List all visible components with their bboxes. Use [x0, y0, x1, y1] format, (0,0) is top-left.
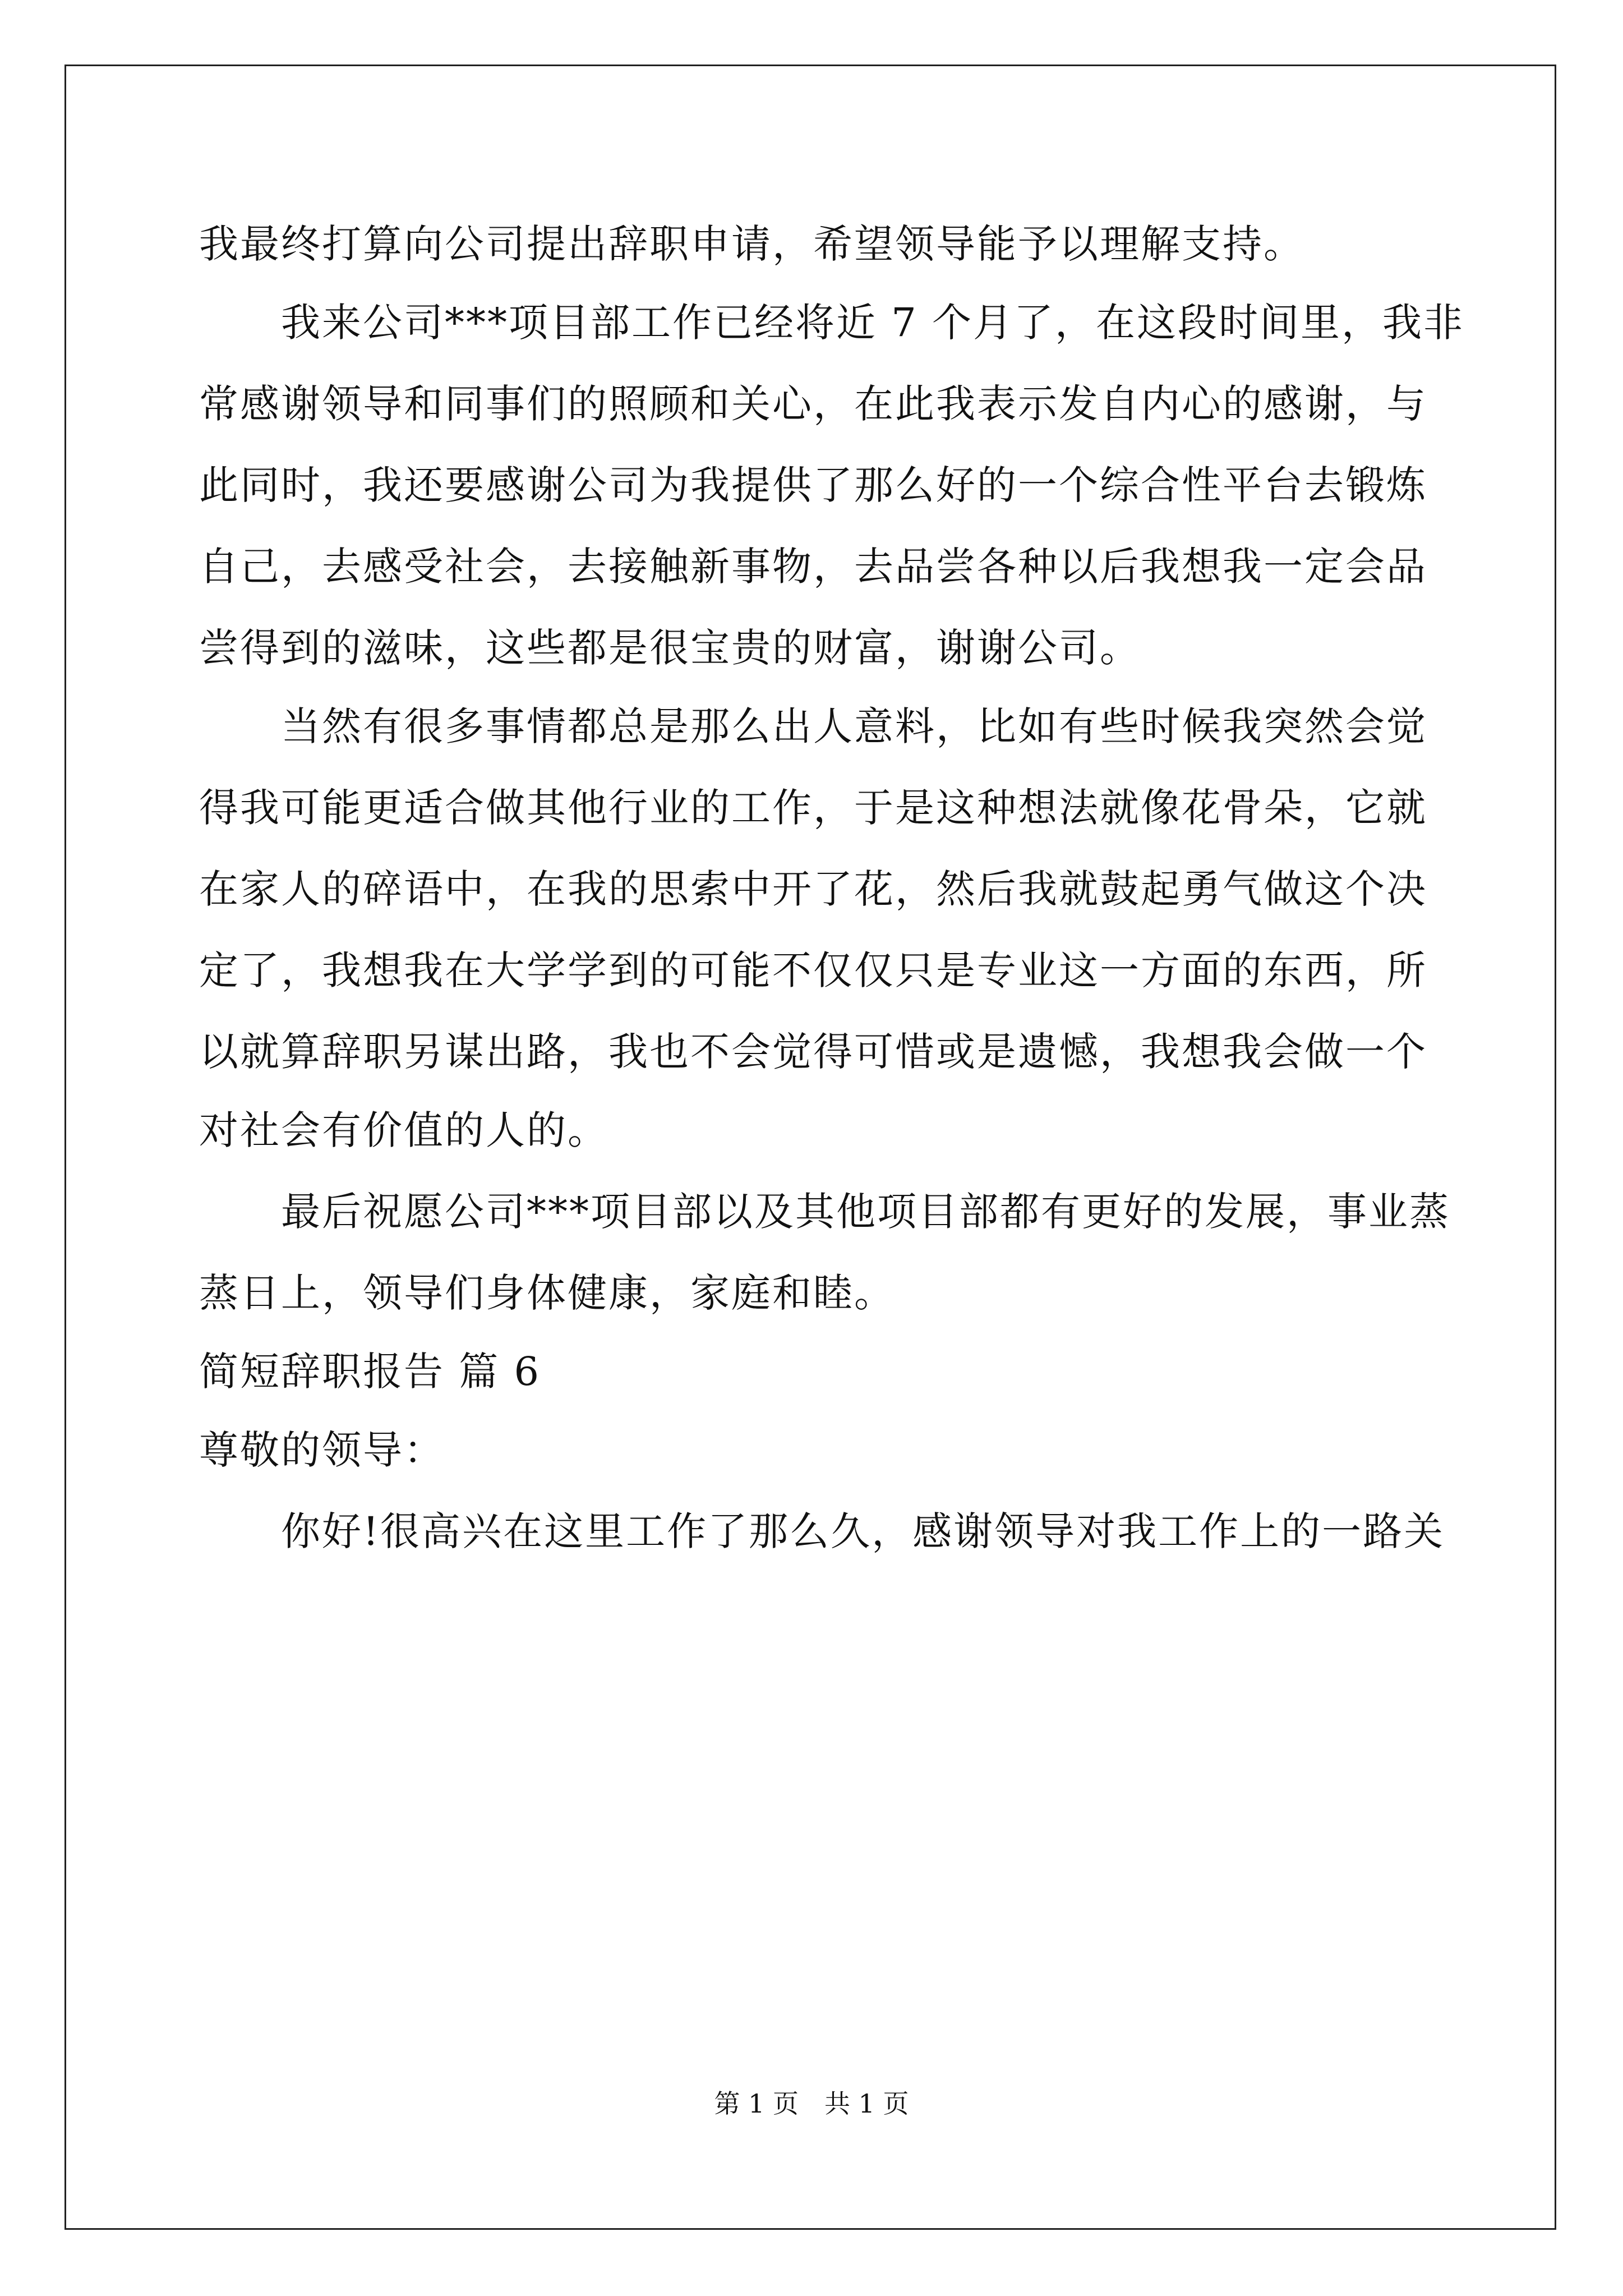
- text-line: 常感谢领导和同事们的照顾和关心，在此我表示发自内心的感谢，与: [199, 381, 1427, 427]
- text-line: 最后祝愿公司***项目部以及其他项目部都有更好的发展，事业蒸: [199, 1189, 1450, 1235]
- text-line: 对社会有价值的人的。: [199, 1107, 608, 1153]
- text-line: 尝得到的滋味，这些都是很宝贵的财富，谢谢公司。: [199, 625, 1141, 671]
- salutation: 尊敬的领导：: [199, 1427, 445, 1473]
- text-line: 我最终打算向公司提出辞职申请，希望领导能予以理解支持。: [199, 221, 1304, 267]
- text-line: 在家人的碎语中，在我的思索中开了花，然后我就鼓起勇气做这个决: [199, 866, 1427, 912]
- text-line: 定了，我想我在大学学到的可能不仅仅只是专业这一方面的东西，所: [199, 947, 1427, 993]
- text-line: 此同时，我还要感谢公司为我提供了那么好的一个综合性平台去锻炼: [199, 462, 1427, 508]
- text-line: 以就算辞职另谋出路，我也不会觉得可惜或是遗憾，我想我会做一个: [199, 1029, 1427, 1075]
- text-line: 自己，去感受社会，去接触新事物，去品尝各种以后我想我一定会品: [199, 544, 1427, 590]
- section-heading: 简短辞职报告 篇 6: [199, 1349, 541, 1395]
- text-line: 蒸日上，领导们身体健康，家庭和睦。: [199, 1270, 895, 1316]
- text-line: 当然有很多事情都总是那么出人意料，比如有些时候我突然会觉: [199, 703, 1427, 749]
- page-number-footer: 第 1 页 共 1 页: [714, 2088, 909, 2119]
- text-line: 你好!很高兴在这里工作了那么久，感谢领导对我工作上的一路关: [199, 1508, 1445, 1554]
- text-line: 得我可能更适合做其他行业的工作，于是这种想法就像花骨朵，它就: [199, 785, 1427, 831]
- text-line: 我来公司***项目部工作已经将近 7 个月了，在这段时间里，我非: [199, 300, 1465, 346]
